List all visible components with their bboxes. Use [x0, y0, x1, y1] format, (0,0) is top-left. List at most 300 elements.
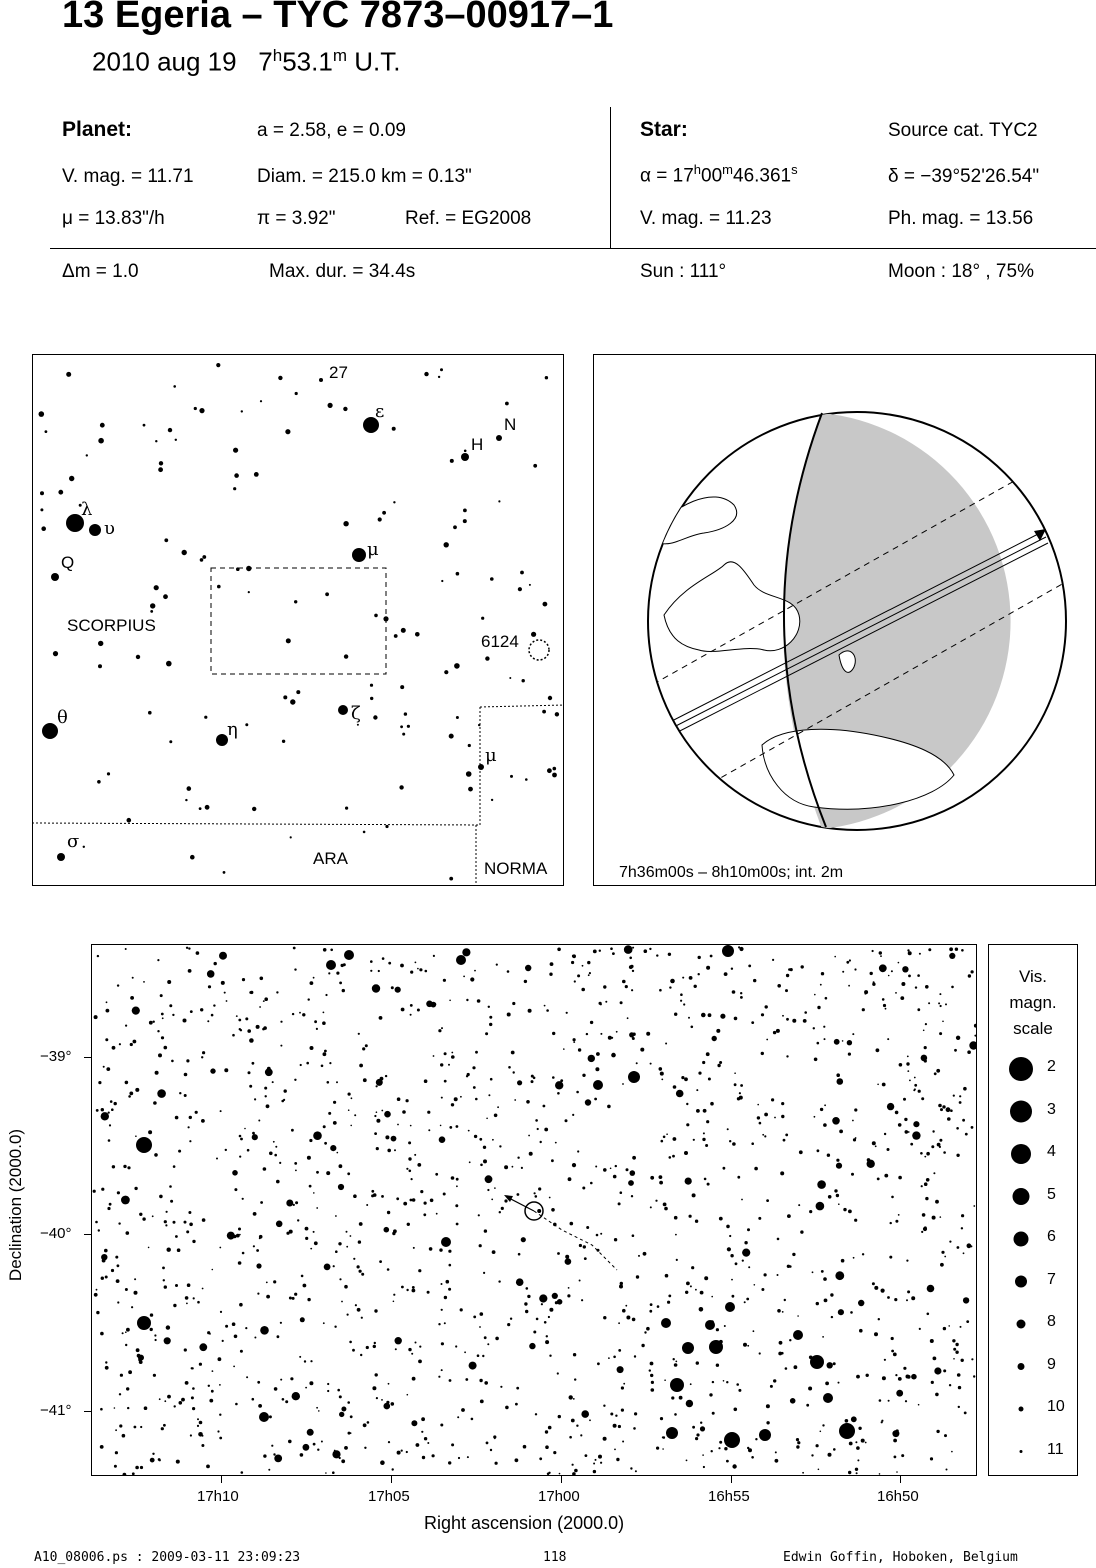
- field-star: [761, 1013, 764, 1016]
- field-star: [773, 1031, 776, 1034]
- planet-parallax: π = 3.92": [257, 208, 336, 229]
- field-star: [129, 1092, 133, 1096]
- field-star: [855, 1137, 857, 1139]
- field-star: [267, 1067, 271, 1071]
- field-star: [595, 1459, 597, 1461]
- field-star: [613, 1175, 617, 1179]
- field-star: [924, 1156, 926, 1158]
- field-star: [306, 1062, 309, 1065]
- field-star: [690, 1285, 692, 1287]
- field-star: [930, 1457, 933, 1460]
- field-star: [359, 1064, 363, 1068]
- finder-star: [463, 519, 467, 523]
- field-star: [252, 1132, 255, 1135]
- field-star: [696, 1109, 700, 1113]
- field-star: [210, 1068, 215, 1073]
- field-star: [967, 1050, 971, 1054]
- field-star: [827, 1154, 830, 1157]
- field-star: [732, 990, 736, 994]
- field-star: [307, 1298, 310, 1301]
- field-star: [704, 1178, 707, 1181]
- finder-star: [382, 511, 386, 515]
- field-star: [673, 1085, 677, 1089]
- field-star: [126, 1328, 130, 1332]
- field-star: [794, 1365, 798, 1369]
- finder-star: [98, 641, 103, 646]
- field-star: [718, 1447, 720, 1449]
- field-star: [618, 1425, 621, 1428]
- field-star: [933, 1357, 937, 1361]
- field-star: [290, 1377, 293, 1380]
- field-star: [757, 1116, 760, 1119]
- field-star: [295, 1201, 298, 1204]
- field-star: [495, 1462, 498, 1465]
- field-star: [202, 1051, 205, 1054]
- constellation-boundary-2: [480, 705, 564, 707]
- field-star: [507, 1323, 510, 1326]
- field-star: [874, 1332, 878, 1336]
- field-star: [143, 981, 145, 983]
- field-star: [691, 1026, 694, 1029]
- field-star: [294, 1293, 297, 1296]
- field-star: [273, 1141, 275, 1143]
- field-star: [256, 1263, 261, 1268]
- finder-star: [260, 400, 262, 402]
- field-star: [792, 1019, 796, 1023]
- field-star: [339, 1278, 341, 1280]
- field-star: [409, 1170, 412, 1173]
- alpha-s-unit: s: [791, 162, 798, 177]
- field-star: [954, 1049, 957, 1052]
- field-star: [414, 1154, 416, 1156]
- field-star: [737, 1097, 740, 1100]
- finder-star: [481, 617, 484, 620]
- field-star: [626, 1168, 629, 1171]
- field-star: [326, 1171, 330, 1175]
- field-star: [700, 1426, 705, 1431]
- field-star: [439, 1136, 446, 1143]
- field-star: [888, 1400, 890, 1402]
- field-star: [629, 965, 633, 969]
- field-star: [451, 1052, 453, 1054]
- field-star: [883, 1004, 886, 1007]
- field-star: [659, 989, 662, 992]
- field-star: [225, 1325, 228, 1328]
- field-star: [832, 1117, 840, 1125]
- field-star: [363, 1078, 367, 1082]
- field-star: [603, 1405, 605, 1407]
- field-star: [581, 988, 585, 992]
- field-star: [132, 1472, 135, 1475]
- finder-star: [400, 725, 403, 728]
- asteroid-track: [534, 1211, 617, 1270]
- field-star: [898, 962, 900, 964]
- field-star: [848, 1210, 852, 1214]
- field-star: [925, 985, 929, 989]
- field-star: [300, 1064, 302, 1066]
- field-star: [175, 1235, 178, 1238]
- field-star: [688, 1017, 690, 1019]
- field-star: [785, 1134, 788, 1137]
- field-star: [792, 1253, 795, 1256]
- field-star: [732, 1142, 736, 1146]
- field-star: [961, 1359, 964, 1362]
- field-star: [513, 1071, 515, 1073]
- field-star: [341, 1459, 345, 1463]
- field-star: [925, 1197, 928, 1200]
- field-star: [675, 1361, 677, 1363]
- field-star: [727, 1128, 729, 1130]
- field-star: [905, 1130, 909, 1134]
- field-star: [179, 1401, 183, 1405]
- field-star: [451, 1055, 455, 1059]
- field-star: [576, 1091, 579, 1094]
- field-star: [178, 1150, 181, 1153]
- field-star: [96, 1289, 98, 1291]
- field-star: [366, 1346, 369, 1349]
- finder-star: [294, 600, 297, 603]
- field-star: [630, 1467, 632, 1469]
- constellation-scorpius: SCORPIUS: [67, 616, 156, 635]
- field-star: [523, 1445, 527, 1449]
- finder-star: [233, 448, 238, 453]
- field-star: [152, 1453, 154, 1455]
- field-star: [595, 1166, 597, 1168]
- field-star: [702, 1454, 704, 1456]
- field-star: [410, 1199, 413, 1202]
- finder-star: [510, 775, 513, 778]
- field-star: [98, 1229, 100, 1231]
- field-star: [515, 1458, 519, 1462]
- finder-star: [522, 679, 525, 682]
- field-star: [600, 1003, 602, 1005]
- finder-star: [529, 584, 531, 586]
- field-star: [784, 1299, 786, 1301]
- field-star: [578, 1048, 581, 1051]
- legend-dot-10: [1019, 1407, 1024, 1412]
- field-star: [910, 1143, 913, 1146]
- field-star: [665, 1043, 667, 1045]
- field-star: [524, 980, 527, 983]
- field-star: [419, 968, 422, 971]
- finder-label-mu: μ: [367, 539, 379, 560]
- field-star: [475, 1098, 478, 1101]
- field-star: [673, 1137, 677, 1141]
- field-star: [461, 1408, 465, 1412]
- field-star: [418, 1269, 421, 1272]
- finder-star: [190, 855, 195, 860]
- field-star: [429, 1247, 433, 1251]
- finder-label-lambda: λ: [81, 499, 93, 520]
- legend-mag-6: 6: [1047, 1228, 1056, 1245]
- field-star: [401, 1286, 404, 1289]
- field-star: [485, 1032, 488, 1035]
- field-star: [719, 1217, 723, 1221]
- field-star: [937, 1143, 941, 1147]
- field-star: [607, 1105, 611, 1109]
- field-star: [164, 1400, 166, 1402]
- field-star: [309, 1185, 312, 1188]
- field-star: [918, 1404, 920, 1406]
- field-star: [224, 1068, 228, 1072]
- field-star: [341, 1301, 343, 1303]
- finder-label-mu2: μ: [485, 745, 497, 766]
- field-star: [558, 1415, 561, 1418]
- field-star: [823, 1026, 825, 1028]
- field-star: [838, 1382, 840, 1384]
- field-star: [884, 1359, 886, 1361]
- finder-star: [345, 807, 348, 810]
- field-star: [719, 1441, 722, 1444]
- field-star: [730, 1254, 733, 1257]
- alpha-m-unit: m: [722, 162, 733, 177]
- field-star: [252, 1134, 258, 1140]
- field-star: [337, 1389, 340, 1392]
- field-star: [187, 1283, 191, 1287]
- field-star: [764, 1113, 768, 1117]
- field-star: [258, 1404, 262, 1408]
- field-star: [686, 1103, 688, 1105]
- field-star: [691, 1266, 694, 1269]
- field-star: [183, 1019, 187, 1023]
- finder-star: [234, 473, 239, 478]
- field-star: [489, 1023, 492, 1026]
- field-star: [906, 1375, 910, 1379]
- field-star: [117, 1301, 119, 1303]
- field-star: [629, 957, 632, 960]
- field-star: [836, 1163, 842, 1169]
- finder-star: [404, 712, 407, 715]
- field-star-bright: [759, 1429, 771, 1441]
- finder-star: [343, 407, 347, 411]
- field-star: [632, 1318, 636, 1322]
- finder-star: [166, 661, 172, 667]
- field-star: [214, 962, 217, 965]
- field-star: [939, 1032, 942, 1035]
- field-star: [901, 982, 905, 986]
- field-star: [105, 1276, 108, 1279]
- field-star: [924, 1046, 927, 1049]
- field-star: [266, 1104, 270, 1108]
- finder-star: [450, 459, 454, 463]
- field-star: [232, 1170, 238, 1176]
- field-star: [529, 1152, 533, 1156]
- field-star: [280, 1021, 282, 1023]
- field-star: [634, 1355, 636, 1357]
- field-star: [380, 1077, 384, 1081]
- finder-star: [86, 454, 88, 456]
- field-star: [245, 1017, 248, 1020]
- field-star: [125, 1344, 127, 1346]
- field-star: [286, 1200, 293, 1207]
- field-star: [710, 955, 713, 958]
- field-star: [620, 1001, 623, 1004]
- field-star: [663, 1203, 667, 1207]
- field-star: [544, 1005, 546, 1007]
- field-star: [618, 1202, 621, 1205]
- field-star: [169, 1004, 172, 1007]
- field-star: [421, 1417, 425, 1421]
- field-star: [588, 1055, 595, 1062]
- field-star: [823, 1123, 827, 1127]
- field-star: [253, 1212, 257, 1216]
- field-star: [879, 951, 882, 954]
- footer-file: A10_08006.ps : 2009-03-11 23:09:23: [34, 1550, 301, 1565]
- field-star: [726, 1225, 730, 1229]
- field-star: [344, 1446, 348, 1450]
- field-star: [388, 962, 391, 965]
- field-star: [239, 1028, 241, 1030]
- field-star: [456, 1185, 458, 1187]
- field-star: [862, 1008, 865, 1011]
- field-star: [408, 1157, 411, 1160]
- field-star: [324, 1050, 327, 1053]
- finder-chart: [32, 354, 564, 886]
- legend-dot-11: [1020, 1450, 1023, 1453]
- field-star: [475, 1051, 478, 1054]
- finder-star: [283, 695, 287, 699]
- field-star: [596, 1052, 600, 1056]
- field-star: [177, 1248, 181, 1252]
- field-star: [940, 1263, 944, 1267]
- field-star: [219, 1437, 222, 1440]
- finder-star: [205, 805, 210, 810]
- field-star: [573, 1041, 575, 1043]
- field-star: [582, 965, 584, 967]
- field-star: [117, 1191, 120, 1194]
- field-star: [159, 1459, 161, 1461]
- finder-label-zeta: ζ: [351, 703, 361, 724]
- field-star: [238, 1261, 242, 1265]
- finder-star: [200, 558, 204, 562]
- field-star: [695, 1220, 698, 1223]
- field-star: [610, 1168, 612, 1170]
- field-star-bright: [326, 960, 336, 970]
- field-star: [209, 1399, 213, 1403]
- field-star: [412, 1286, 415, 1289]
- field-star: [553, 1451, 556, 1454]
- field-star: [169, 1185, 172, 1188]
- field-star: [732, 1295, 735, 1298]
- field-star-bright: [823, 1393, 833, 1403]
- field-star: [499, 1211, 501, 1213]
- field-star: [427, 1442, 429, 1444]
- field-star: [173, 1304, 176, 1307]
- field-star: [766, 1421, 769, 1424]
- field-star: [407, 1394, 409, 1396]
- field-star: [371, 1190, 374, 1193]
- field-star: [323, 1125, 326, 1128]
- field-star: [382, 957, 385, 960]
- field-star: [662, 1448, 664, 1450]
- field-star: [352, 1349, 355, 1352]
- field-star: [552, 1076, 555, 1079]
- field-star: [640, 1048, 644, 1052]
- field-star: [164, 1046, 168, 1050]
- field-star: [574, 980, 576, 982]
- field-star-bright: [682, 1342, 694, 1354]
- field-star: [244, 1128, 246, 1130]
- field-star: [108, 1112, 110, 1114]
- field-star: [310, 1360, 312, 1362]
- field-star: [686, 1460, 688, 1462]
- field-star: [631, 1195, 633, 1197]
- field-star: [633, 1427, 636, 1430]
- field-star: [266, 1282, 268, 1284]
- field-star: [956, 1154, 959, 1157]
- field-star: [576, 1425, 578, 1427]
- field-star: [288, 1440, 292, 1444]
- finder-star: [97, 780, 101, 784]
- field-star: [836, 1073, 840, 1077]
- field-star: [584, 1257, 587, 1260]
- field-star: [566, 1012, 568, 1014]
- field-star: [274, 1154, 277, 1157]
- field-star: [796, 1438, 799, 1441]
- field-star: [610, 1413, 613, 1416]
- field-star: [397, 1097, 401, 1101]
- field-star: [712, 1412, 715, 1415]
- field-star: [175, 1284, 178, 1287]
- finder-star: [290, 836, 292, 838]
- field-star: [444, 1052, 447, 1055]
- field-star: [589, 972, 591, 974]
- field-star: [786, 1055, 788, 1057]
- field-star: [172, 1014, 174, 1016]
- field-star: [825, 997, 828, 1000]
- field-star: [797, 1441, 800, 1444]
- field-star: [191, 1396, 194, 1399]
- field-star: [866, 1374, 869, 1377]
- field-star: [406, 1099, 409, 1102]
- field-star: [238, 1228, 241, 1231]
- finder-star: [98, 438, 104, 444]
- field-star: [125, 1288, 128, 1291]
- field-star: [184, 1073, 188, 1077]
- field-star: [953, 1348, 956, 1351]
- field-star: [149, 1021, 153, 1025]
- field-star: [239, 1135, 242, 1138]
- field-star: [134, 1187, 137, 1190]
- field-star: [971, 970, 974, 973]
- field-star: [300, 1453, 304, 1457]
- legend-title-scale: scale: [1013, 1019, 1053, 1038]
- field-star: [242, 978, 245, 981]
- field-star: [700, 1291, 704, 1295]
- field-star: [385, 1075, 387, 1077]
- finder-star: [393, 501, 395, 503]
- field-star: [408, 1348, 411, 1351]
- field-star: [838, 1309, 844, 1315]
- field-star: [909, 1080, 911, 1082]
- field-star: [470, 977, 474, 981]
- field-star: [309, 1139, 312, 1142]
- field-star: [327, 1081, 330, 1084]
- field-star: [605, 1001, 607, 1003]
- finder-star: [143, 424, 146, 427]
- field-star: [878, 1318, 880, 1320]
- field-star: [817, 1180, 826, 1189]
- field-star: [289, 1297, 292, 1300]
- field-star: [327, 1383, 329, 1385]
- field-star: [249, 991, 252, 994]
- field-star: [758, 1217, 761, 1220]
- field-star: [457, 1416, 459, 1418]
- field-star: [136, 1348, 140, 1352]
- finder-star: [98, 664, 102, 668]
- field-star: [155, 1071, 159, 1075]
- finder-star: [325, 592, 329, 596]
